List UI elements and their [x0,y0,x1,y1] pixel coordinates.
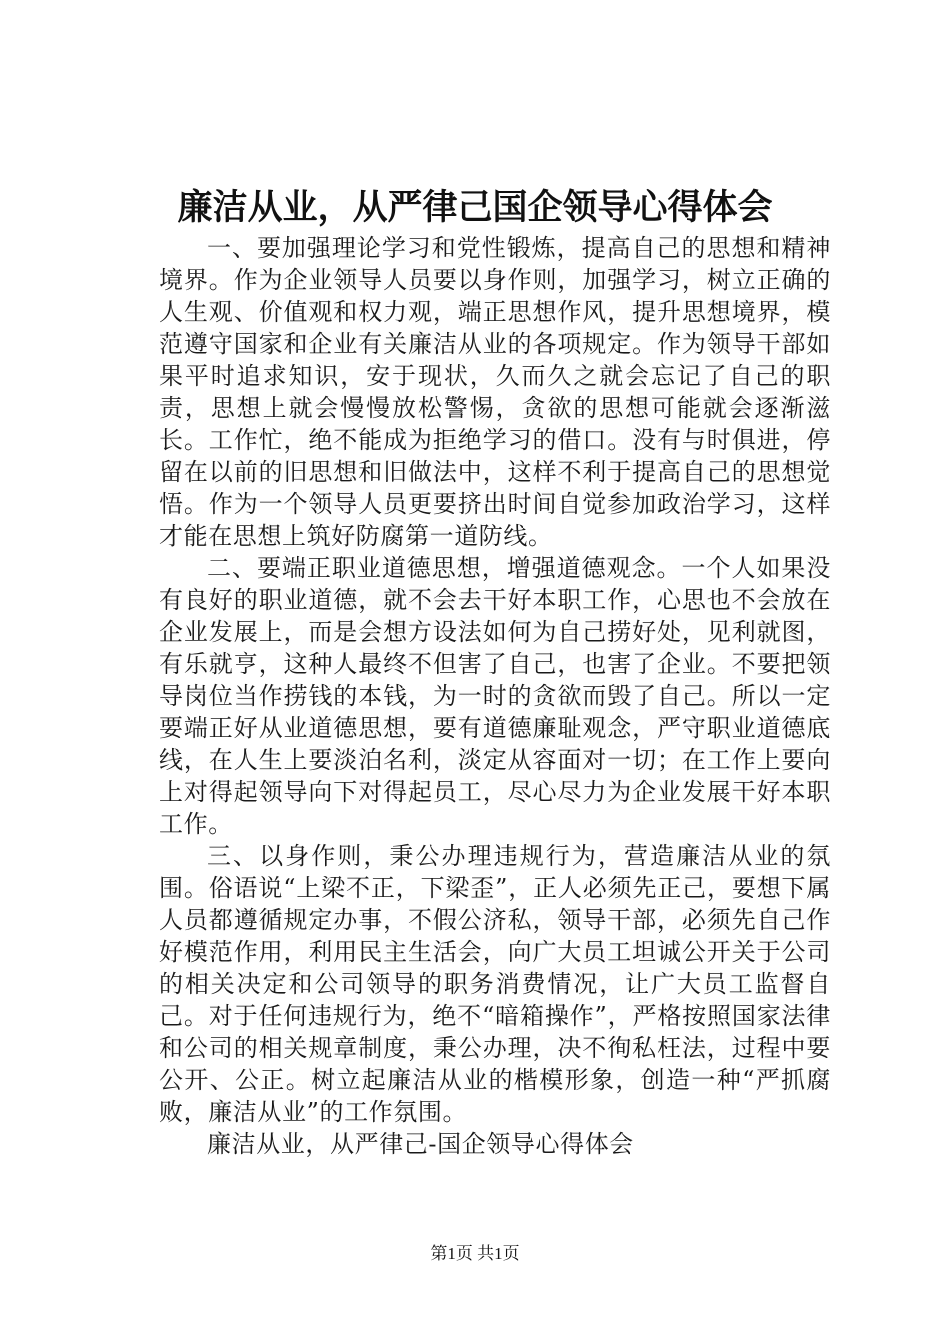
paragraph-1: 一、要加强理论学习和党性锻炼，提高自己的思想和精神境界。作为企业领导人员要以身作则，加强学习，树立正确的人生观、价值观和权力观，端正思想作风，提升思想境界，模范遵守国家和企业有关廉洁从业的各项规定。作为领导干部如果平时追求知识，安于现状，久而久之就会忘记了自己的职责，思想上就会慢慢放松警惕，贪欲的思想可能就会逐渐滋长。工作忙，绝不能成为拒绝学习的借口。没有与时俱进，停留在以前的旧思想和旧做法中，这样不利于提高自己的思想觉悟。作为一个领导人员更要挤出时间自觉参加政治学习，这样才能在思想上筑好防腐第一道防线。 [159,234,831,550]
document-title: 廉洁从业，从严律己国企领导心得体会 [177,187,773,228]
document-body [159,232,831,1160]
closing-line: 廉洁从业，从严律己-国企领导心得体会 [207,1130,634,1158]
page-number-footer: 第1页 共1页 [430,1244,520,1263]
paragraph-3: 三、以身作则，秉公办理违规行为，营造廉洁从业的氛围。俗语说“上梁不正，下梁歪”，正人必须先正己，要想下属人员都遵循规定办事，不假公济私，领导干部，必须先自己作好模范作用，利用民主生活会，向广大员工坦诚公开关于公司的相关决定和公司领导的职务消费情况，让广大员工监督自己。对于任何违规行为，绝不“暗箱操作”，严格按照国家法律和公司的相关规章制度，秉公办理，决不徇私枉法，过程中要公开、公正。树立起廉洁从业的楷模形象，创造一种“严抓腐败，廉洁从业”的工作氛围。 [159,842,831,1126]
paragraph-2: 二、要端正职业道德思想，增强道德观念。一个人如果没有良好的职业道德，就不会去干好本职工作，心思也不会放在企业发展上，而是会想方设法如何为自己捞好处，见利就图，有乐就亨，这种人最终不但害了自己，也害了企业。不要把领导岗位当作捞钱的本钱，为一时的贪欲而毁了自己。所以一定要端正好从业道德思想，要有道德廉耻观念，严守职业道德底线，在人生上要淡泊名利，淡定从容面对一切；在工作上要向上对得起领导向下对得起员工，尽心尽力为企业发展干好本职工作。 [159,554,831,838]
